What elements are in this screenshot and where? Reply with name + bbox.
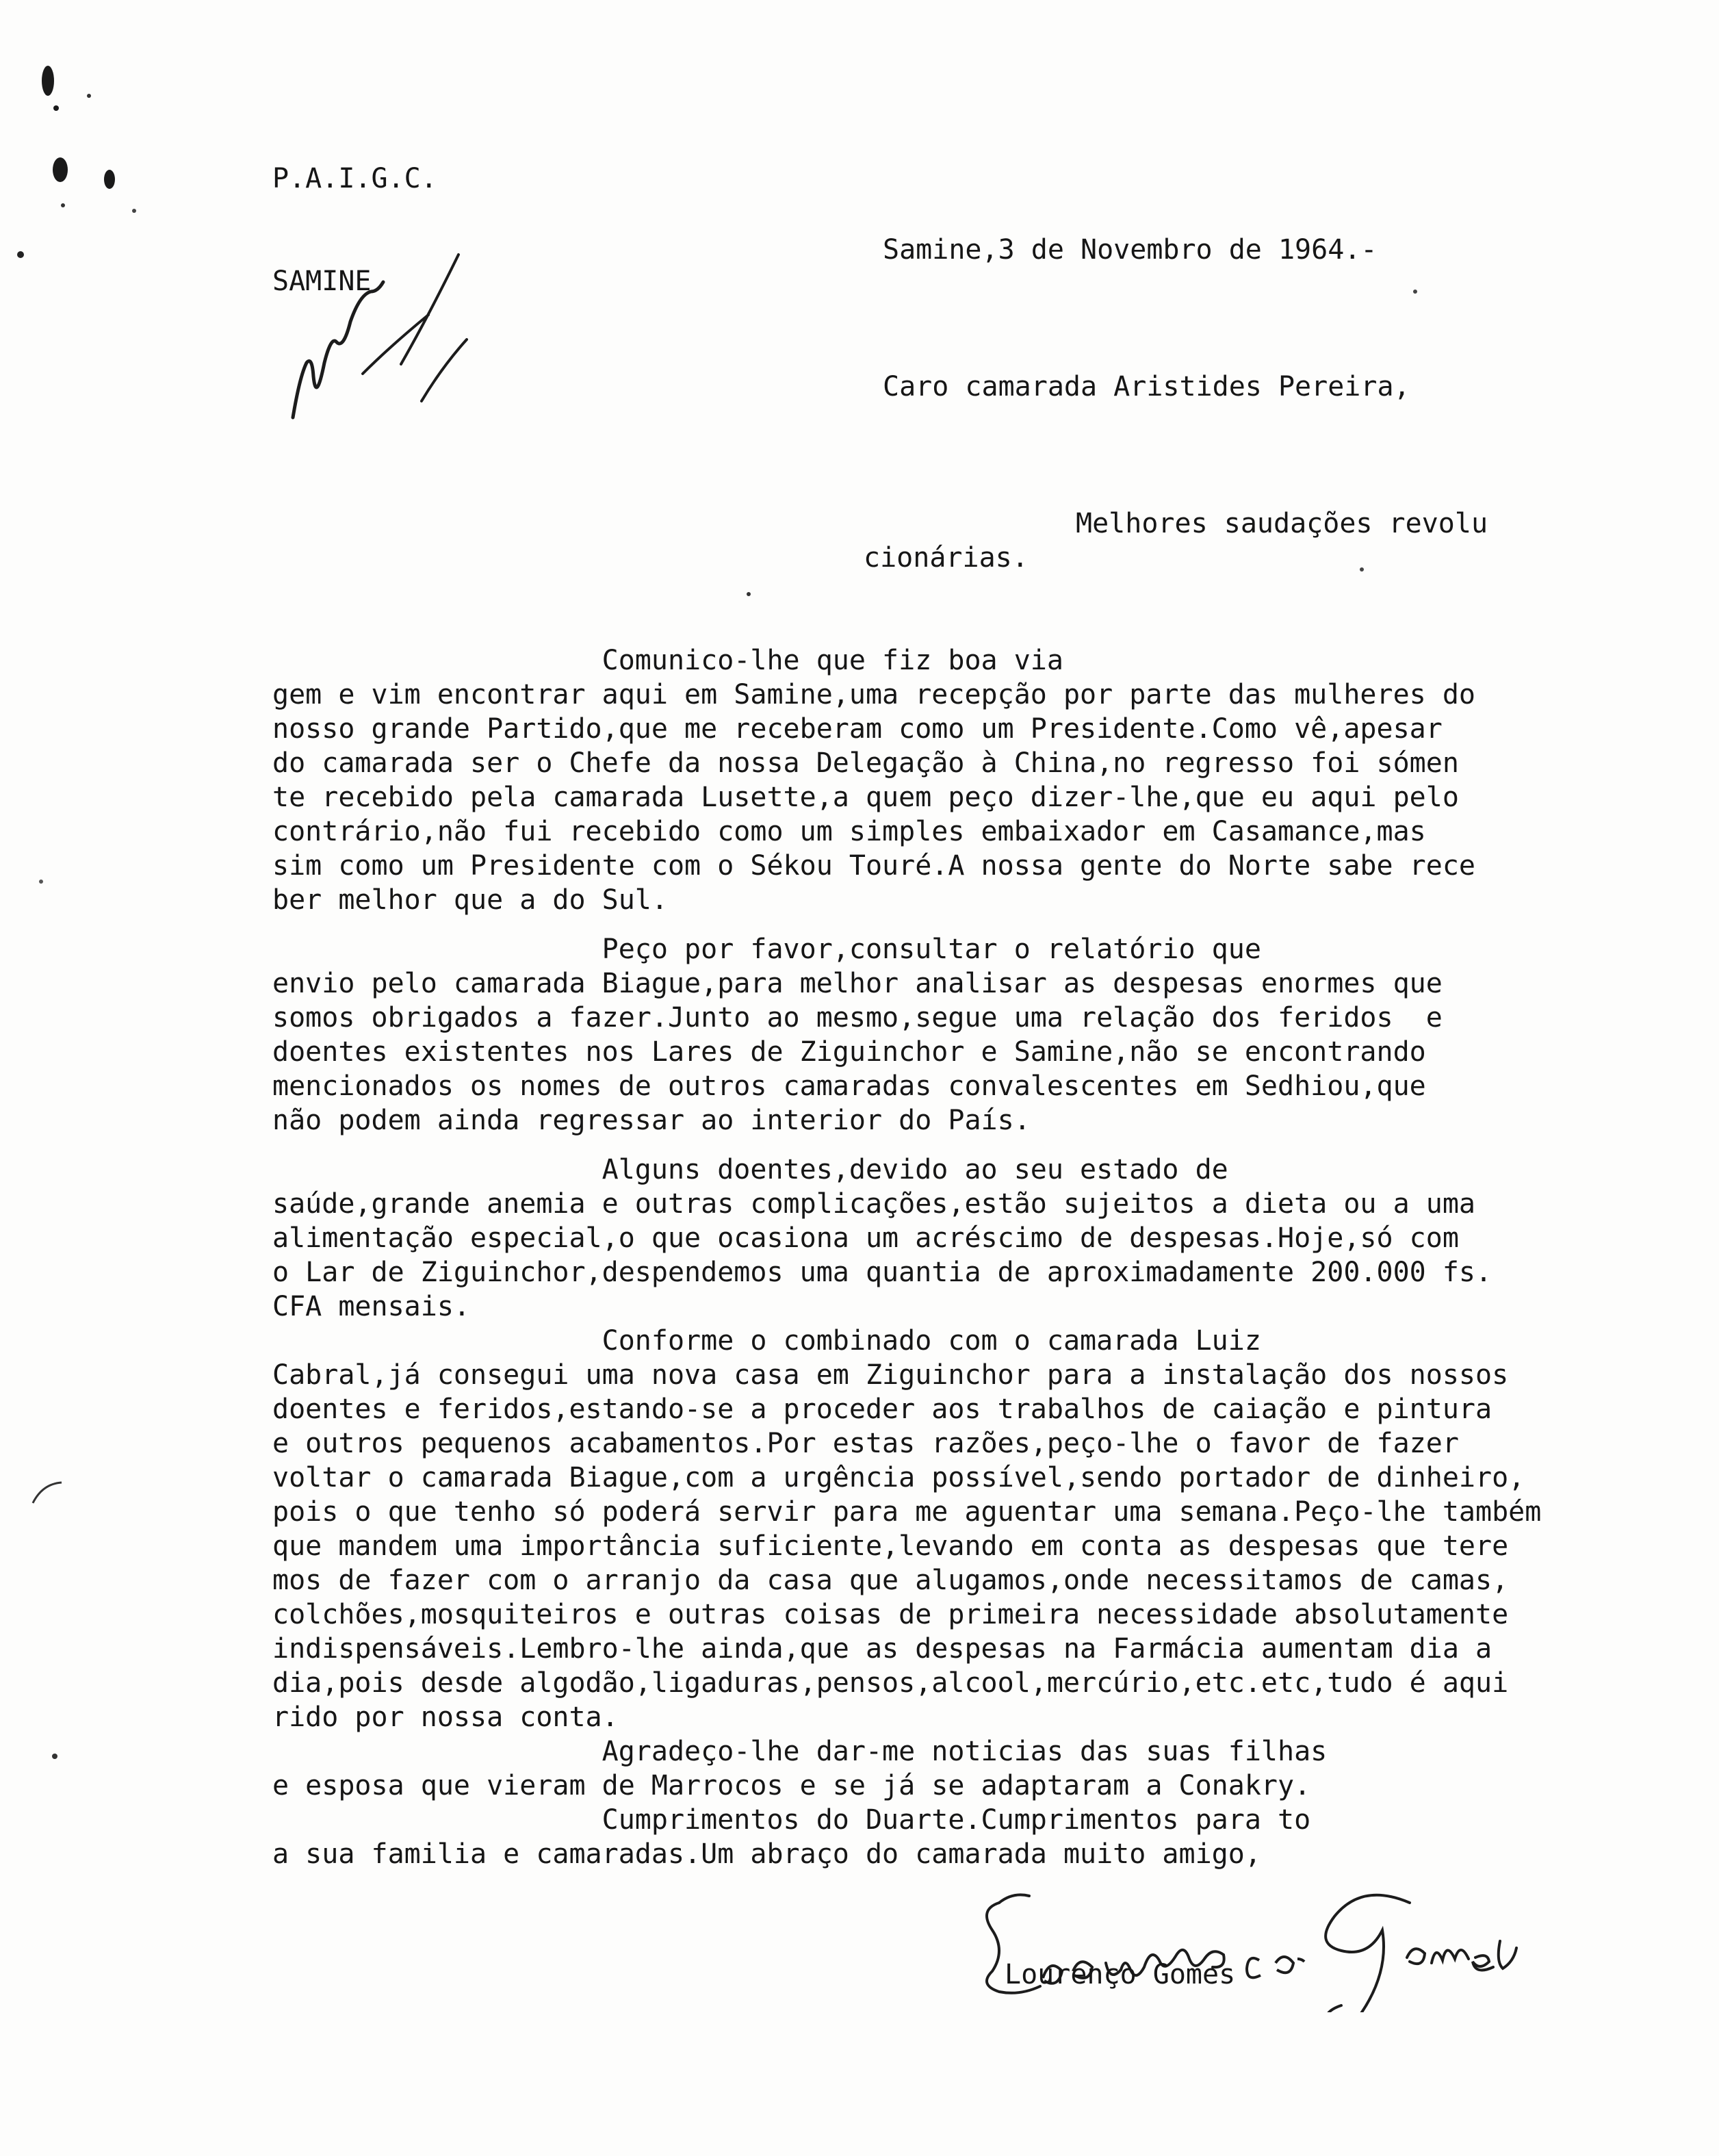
greeting-line-1: Melhores saudações revolu: [1076, 508, 1488, 539]
paragraph-patients: Alguns doentes,devido ao seu estado de saúde,grande anemia e outras complicações,estão sujeitos a dieta ou a uma alimentação especial,o que ocasiona um acréscimo de despesas.Hoje,só com o Lar de Ziguinchor,despendemos uma quantia de aproximadamente 200.000 fs. CFA mensais.: [272, 1154, 1492, 1322]
greeting-line-2: cionárias.: [864, 542, 1029, 574]
letterhead-place: SAMINE: [272, 266, 372, 297]
paragraph-family: Agradeço-lhe dar-me noticias das suas filhas e esposa que vieram de Marrocos e se já se adaptaram a Conakry.: [272, 1736, 1328, 1801]
letterhead-organization: P.A.I.G.C.: [272, 163, 437, 194]
dateline: Samine,3 de Novembro de 1964.-: [883, 234, 1378, 266]
handwritten-initials: [281, 246, 486, 452]
paragraph-closing: Cumprimentos do Duarte.Cumprimentos para to a sua familia e camaradas.Um abraço do camarada muito amigo,: [272, 1804, 1311, 1870]
paragraph-new-house: Conforme o combinado com o camarada Luiz Cabral,já consegui uma nova casa em Ziguinchor para a instalação dos nossos doentes e feridos,estando-se a proceder aos trabalhos de caiação e pintura e outros pequenos acabamentos.Por estas razões,peço-lhe o favor de fazer voltar o camarada Biague,com a urgência possível,sendo portador de dinheiro, pois o que tenho só poderá servir para me aguentar uma semana.Peço-lhe também que mandem uma importância suficiente,levando em conta as despesas que tere mos de fazer com o arranjo da casa que alugamos,onde necessitamos de camas, colchões,mosquiteiros e outras coisas de primeira necessidade absolutamente indispensáveis.Lembro-lhe ainda,que as despesas na Farmácia aumentam dia a dia,pois desde algodão,ligaduras,pensos,alcool,mercúrio,etc.etc,tudo é aqui rido por nossa conta.: [272, 1325, 1542, 1733]
handwritten-signature: [972, 1875, 1533, 2012]
typed-signatory-name: Lourenço Gomes: [1005, 1959, 1236, 1990]
salutation: Caro camarada Aristides Pereira,: [883, 371, 1410, 402]
letter-body: [272, 643, 1541, 1871]
paragraph-arrival: Comunico-lhe que fiz boa via gem e vim encontrar aqui em Samine,uma recepção por parte das mulheres do nosso grande Partido,que me receberam como um Presidente.Como vê,apesar do camarada ser o Chefe da nossa Delegação à China,no regresso foi sómen te recebido pela camarada Lusette,a quem peço dizer-lhe,que eu aqui pelo contrário,não fui recebido como um simples embaixador em Casamance,mas sim como um Presidente com o Sékou Touré.A nossa gente do Norte sabe rece ber melhor que a do Sul.: [272, 645, 1475, 916]
paragraph-report: Peço por favor,consultar o relatório que envio pelo camarada Biague,para melhor analisar as despesas enormes que somos obrigados a fazer.Junto ao mesmo,segue uma relação dos feridos e doentes existentes nos Lares de Ziguinchor e Samine,não se encontrando mencionados os nomes de outros camaradas convalescentes em Sedhiou,que não podem ainda regressar ao interior do País.: [272, 934, 1443, 1136]
